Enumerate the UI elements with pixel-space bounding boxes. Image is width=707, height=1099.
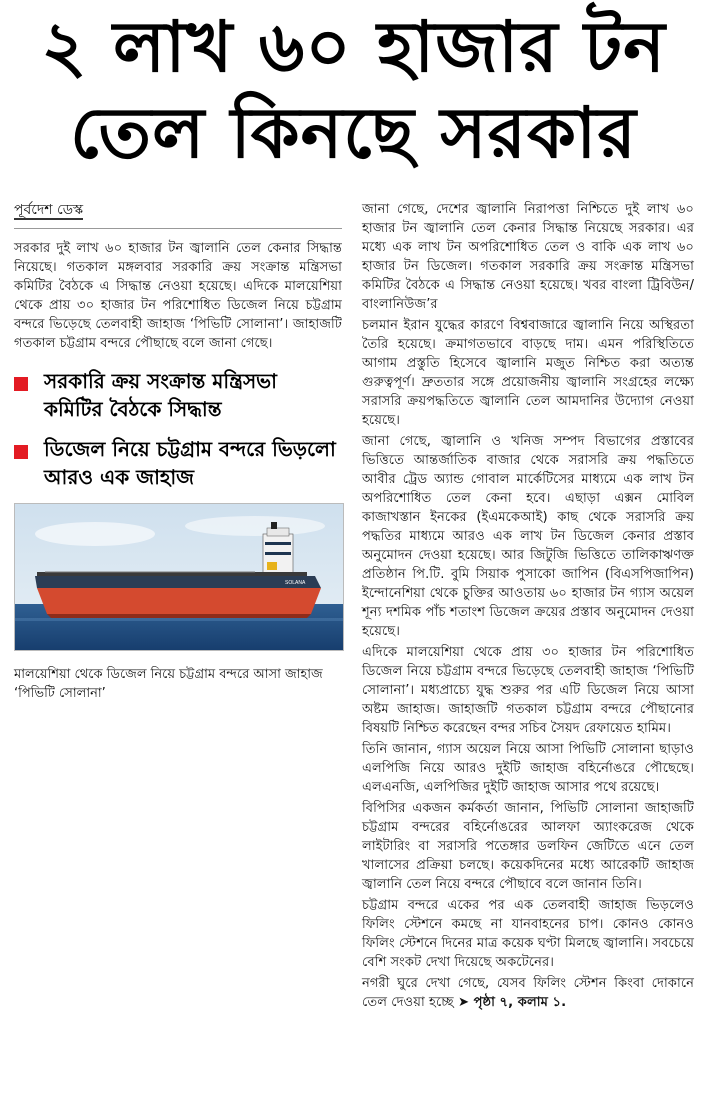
tanker-ship-image xyxy=(15,504,343,650)
ship-name-label: SOLANA xyxy=(285,580,306,586)
body-paragraph: তিনি জানান, গ্যাস অয়েল নিয়ে আসা পিভিটি সোলানা ছাড়াও এলপিজি নিয়ে আরও দুইটি জাহাজ বহির্নোঙরে পৌছেছে। এলএনজি, এলপিজির দুইটি জাহাজ আসার পথে রয়েছে। xyxy=(362,742,694,795)
headline-line-2: তেল কিনছে সরকার xyxy=(70,92,637,174)
ship-photo xyxy=(14,503,344,651)
lead-paragraph: সরকার দুই লাখ ৬০ হাজার টন জ্বালানি তেল কেনার সিদ্ধান্ত নিয়েছে। গতকাল মঙ্গলবার সরকারি ক্রয় সংক্রান্ত মন্ত্রিসভা কমিটির বৈঠকে এ সিদ্ধান্ত নেওয়া হয়েছে। এদিকে মালয়েশিয়া থেকে প্রায় ৩০ হাজার টন পরিশোধিত ডিজেল নিয়ে চট্টগ্রাম বন্দরে ভিড়েছে তেলবাহী জাহাজ ‘পিভিটি সোলানা’। জাহাজটি গতকাল চট্টগ্রাম বন্দরে পৌছাছে বলে জানা গেছে। xyxy=(14,241,342,351)
left-column xyxy=(14,200,342,703)
body-paragraph: এদিকে মালয়েশিয়া থেকে প্রায় ৩০ হাজার টন পরিশোধিত ডিজেল নিয়ে চট্টগ্রাম বন্দরে ভিড়েছে তেলবাহী জাহাজ ‘পিভিটি সোলানা’। মধ্যপ্রাচ্যে যুদ্ধ শুরুর পর এটি ডিজেল নিয়ে আসা অষ্টম জাহাজ। জাহাজটি গতকাল চট্টগ্রাম বন্দরে পৌছানোর বিষয়টি নিশ্চিত করেছেন বন্দর সচিব সৈয়দ রেফায়েত হামিম। xyxy=(362,645,694,736)
highlights xyxy=(14,367,342,491)
headline-line-1: ২ লাখ ৬০ হাজার টন xyxy=(41,6,666,88)
photo-caption: মালয়েশিয়া থেকে ডিজেল নিয়ে চট্টগ্রাম বন্দরে আসা জাহাজ ‘পিভিটি সোলানা’ xyxy=(14,667,323,701)
body-paragraph: জানা গেছে, জ্বালানি ও খনিজ সম্পদ বিভাগের প্রস্তাবের ভিত্তিতে আন্তর্জাতিক বাজার থেকে সরাসরি ক্রয় পদ্ধতিতে আবীর ট্রেড অ্যান্ড গোবাল মার্কেটিসের মাধ্যমে এক লাখ টন অপরিশোধিত তেল কেনা হবে। এছাড়া এক্সন মোবিল কাজাখস্তান ইনকের (ইএমকেআই) কাছ থেকে সরাসরি ক্রয় পদ্ধতির মাধ্যমে আরও এক লাখ টন ডিজেল কেনার প্রস্তাব অনুমোদন দেওয়া হয়েছে। আর জিটুজি ভিত্তিতে তালিকাঋণক্ত প্রতিষ্ঠান পি.টি. বুমি সিয়াক পুসাকো জাপিন (বিএসপিজাপিন) ইন্দোনেশিয়া থেকে চুক্তির আওতায় ৬০ হাজার টন গ্যাস অয়েল শূন্য দশমিক পাঁচ শতাংশ ডিজেল ক্রয়ের প্রস্তাব অনুমোদন দেওয়া হয়েছে। xyxy=(362,434,694,639)
body-paragraph: চলমান ইরান যুদ্ধের কারণে বিশ্ববাজারে জ্বালানি নিয়ে অস্থিরতা তৈরি হয়েছে। ক্রমাগতভাবে বাড়ছে দাম। এমন পরিস্থিতিতে আগাম প্রস্তুতি হিসেবে জ্বালানি মজুত নিশ্চিত করা অত্যন্ত গুরুত্বপূর্ণ। দ্রুততার সঙ্গে প্রয়োজনীয় জ্বালানি সংগ্রহের লক্ষ্যে সরাসরি ক্রয়পদ্ধতিতে জ্বালানি তেল আমদানির উদ্যোগ নেওয়া হয়েছে। xyxy=(362,318,694,428)
red-square-bullet-icon xyxy=(14,445,28,459)
highlight-item xyxy=(14,435,342,491)
body-paragraph: বিপিসির একজন কর্মকর্তা জানান, পিভিটি সোলানা জাহাজটি চট্টগ্রাম বন্দরের বহির্নোঙরের আলফা অ্যাংকরেজ থেকে লাইটারিং বা সরাসরি পতেঙ্গার ডলফিন জেটিতে এনে তেল খালাসের প্রক্রিয়া চলছে। কয়েকদিনের মধ্যে আরেকটি জাহাজ জ্বালানি তেল নিয়ে বন্দরে পৌছাবে বলে জানান তিনি। xyxy=(362,801,694,892)
continuation-link[interactable]: ➤ পৃষ্ঠা ৭, কলাম ১. xyxy=(457,995,567,1010)
highlight-text: সরকারি ক্রয় সংক্রান্ত মন্ত্রিসভা কমিটির বৈঠকে সিদ্ধান্ত xyxy=(44,369,277,421)
highlight-text: ডিজেল নিয়ে চট্টগ্রাম বন্দরে ভিড়লো আরও এক জাহাজ xyxy=(44,437,336,489)
body-paragraph: জানা গেছে, দেশের জ্বালানি নিরাপত্তা নিশ্চিতে দুই লাখ ৬০ হাজার টন জ্বালানি তেল কেনার সিদ্ধান্ত নিয়েছে সরকার। এর মধ্যে এক লাখ টন অপরিশোধিত তেল ও বাকি এক লাখ ৬০ হাজার টন ডিজেল। গতকাল সরকারি ক্রয় সংক্রান্ত মন্ত্রিসভা কমিটির বৈঠকে এ সিদ্ধান্ত নেওয়া হয়েছে। খবর বাংলা ট্রিবিউন/ বাংলানিউজ’র xyxy=(362,202,694,312)
right-column xyxy=(362,200,694,1014)
highlight-item xyxy=(14,367,342,423)
red-square-bullet-icon xyxy=(14,377,28,391)
byline: পূর্বদেশ ডেস্ক xyxy=(14,200,342,229)
last-paragraph: নগরী ঘুরে দেখা গেছে, যেসব ফিলিং স্টেশন কিংবা দোকানে তেল দেওয়া হচ্ছে ➤ পৃষ্ঠা ৭, কলাম ১. xyxy=(362,976,694,1010)
headline xyxy=(0,4,707,176)
body-paragraph: চট্টগ্রাম বন্দরে একের পর এক তেলবাহী জাহাজ ভিড়লেও ফিলিং স্টেশনে কমছে না যানবাহনের চাপ। কোনও কোনও ফিলিং স্টেশনে দিনের মাত্র কয়েক ঘণ্টা মিলছে জ্বালানি। সবচেয়ে বেশি সংকট দেখা দিয়েছে অকটেনের। xyxy=(362,898,694,970)
